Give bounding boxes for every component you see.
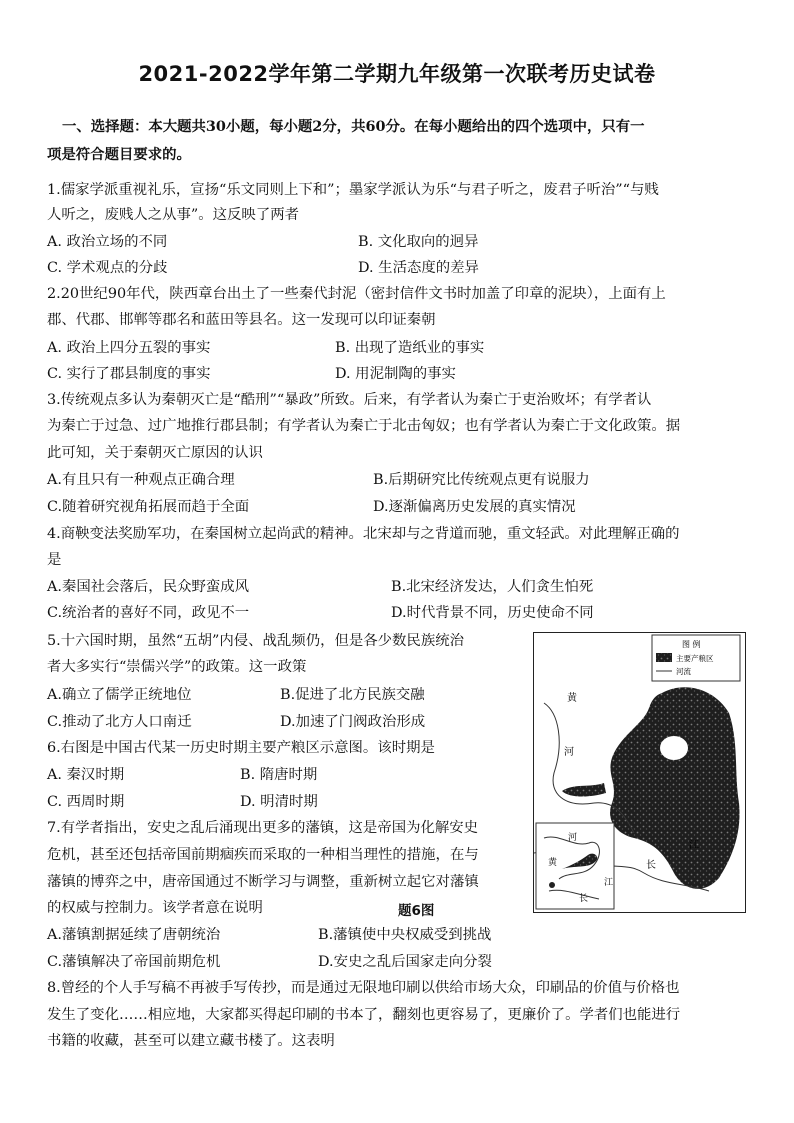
q8-stem-line3: 书籍的收藏，甚至可以建立藏书楼了。这表明 [47,1033,335,1049]
section-heading-line2: 项是符合题目要求的。 [47,146,191,163]
grain-region-main [610,687,739,889]
q3-option-c[interactable]: C.随着研究视角拓展而趋于全面 [47,499,250,515]
q4-option-d[interactable]: D.时代背景不同，历史使命不同 [391,605,594,621]
q7-stem-line4: 的权威与控制力。该学者意在说明 [47,900,263,916]
q1-option-c[interactable]: C. 学术观点的分歧 [47,260,168,276]
legend-river-label: 河流 [676,667,691,676]
map-label-chang: 长 [646,860,656,871]
map-label-he: 河 [564,747,574,758]
q4-option-a[interactable]: A.秦国社会落后，民众野蛮成风 [47,579,250,595]
q5-option-b[interactable]: B.促进了北方民族交融 [280,687,425,703]
inset-label-jiang: 江 [604,878,614,888]
q2-option-a[interactable]: A. 政治上四分五裂的事实 [47,340,211,356]
exam-title: 2021-2022学年第二学期九年级第一次联考历史试卷 [138,62,656,86]
q4-option-c[interactable]: C.统治者的喜好不同，政见不一 [47,605,250,621]
q7-stem-line2: 危机，甚至还包括帝国前期痼疾而采取的一种相当理性的措施，在与 [47,847,479,863]
q2-stem-line2: 郡、代郡、邯郸等郡名和蓝田等县名。这一发现可以印证秦朝 [47,312,436,328]
q4-option-b[interactable]: B.北宋经济发达，人们贪生怕死 [391,579,594,595]
q8-stem-line1: 8.曾经的个人手写稿不再被手写传抄，而是通过无限地印刷以供给市场大众，印刷品的价值与价格也 [47,980,680,996]
q2-stem-line1: 2.20世纪90年代，陕西章台出土了一些秦代封泥（密封信件文书时加盖了印章的泥块），上面有上 [47,286,666,302]
q3-option-d[interactable]: D.逐渐偏离历史发展的真实情况 [373,499,576,515]
q3-stem-line3: 此可知，关于秦朝灭亡原因的认识 [47,445,263,461]
lake [660,736,688,760]
q7-stem-line3: 藩镇的博弈之中，唐帝国通过不断学习与调整，重新树立起它对藩镇 [47,874,479,890]
q3-stem-line1: 3.传统观点多认为秦朝灭亡是“酷刑”“暴政”所致。后来，有学者认为秦亡于吏治败坏；有学者认 [47,392,652,408]
q6-option-b[interactable]: B. 隋唐时期 [240,767,318,783]
q6-stem-line1: 6.右图是中国古代某一历史时期主要产粮区示意图。该时期是 [47,740,435,756]
q2-option-b[interactable]: B. 出现了造纸业的事实 [335,340,485,356]
inset-dot [549,882,555,888]
q7-stem-line1: 7.有学者指出，安史之乱后涌现出更多的藩镇，这是帝国为化解安史 [47,820,479,836]
q5-option-a[interactable]: A.确立了儒学正统地位 [47,687,192,703]
section-heading-line1: 一、选择题：本大题共30小题，每小题2分，共60分。在每小题给出的四个选项中，只有一 [62,118,645,135]
q7-option-c[interactable]: C.藩镇解决了帝国前期危机 [47,954,221,970]
q1-option-d[interactable]: D. 生活态度的差异 [358,260,479,276]
q6-option-c[interactable]: C. 西周时期 [47,794,125,810]
q5-stem-line2: 者大多实行“崇儒兴学”的政策。这一政策 [47,659,307,675]
q1-stem-line1: 1.儒家学派重视礼乐，宣扬“乐文同则上下和”；墨家学派认为乐“与君子听之，废君子听治”“与贱 [47,182,659,198]
legend-grain-label: 主要产粮区 [676,654,714,663]
q6-option-d[interactable]: D. 明清时期 [240,794,318,810]
map-label-jiang: 江 [689,840,699,851]
q3-option-b[interactable]: B.后期研究比传统观点更有说服力 [373,472,590,488]
q2-option-d[interactable]: D. 用泥制陶的事实 [335,366,456,382]
inset-label-huang: 黄 [548,858,558,868]
map-drawing [534,633,744,911]
q6-option-a[interactable]: A. 秦汉时期 [47,767,125,783]
q3-stem-line2: 为秦亡于过急、过广地推行郡县制；有学者认为秦亡于北击匈奴；也有学者认为秦亡于文化政策。据 [47,418,681,434]
q5-option-c[interactable]: C.推动了北方人口南迁 [47,714,192,730]
inset-label-he: 河 [568,833,578,843]
q7-option-d[interactable]: D.安史之乱后国家走向分裂 [318,954,492,970]
grain-region-map [533,632,746,913]
q1-option-b[interactable]: B. 文化取向的迥异 [358,234,479,250]
legend-grain-swatch [656,653,672,662]
q7-option-b[interactable]: B.藩镇使中央权威受到挑战 [318,927,492,943]
q8-stem-line2: 发生了变化……相应地，大家都买得起印刷的书本了，翻刻也更容易了，更廉价了。学者们也能进行 [47,1007,681,1023]
grain-region-west [562,783,606,797]
q7-option-a[interactable]: A.藩镇割据延续了唐朝统治 [47,927,221,943]
q5-option-d[interactable]: D.加速了门阀政治形成 [280,714,426,730]
q4-stem-line1: 4.商鞅变法奖励军功，在秦国树立起尚武的精神。北宋却与之背道而驰，重文轻武。对此理解正确的 [47,526,680,542]
q2-option-c[interactable]: C. 实行了郡县制度的事实 [47,366,211,382]
q1-stem-line2: 人听之，废贱人之从事”。这反映了两者 [47,207,299,223]
q3-option-a[interactable]: A.有且只有一种观点正确合理 [47,472,235,488]
q4-stem-line2: 是 [47,552,62,568]
q5-stem-line1: 5.十六国时期，虽然“五胡”内侵、战乱频仍，但是各少数民族统治 [47,633,464,649]
inset-label-chang: 长 [579,894,589,904]
q1-option-a[interactable]: A. 政治立场的不同 [47,234,168,250]
figure-caption: 题6图 [398,903,435,919]
map-label-huang: 黄 [567,693,577,704]
map-legend-title: 图 例 [682,640,701,649]
